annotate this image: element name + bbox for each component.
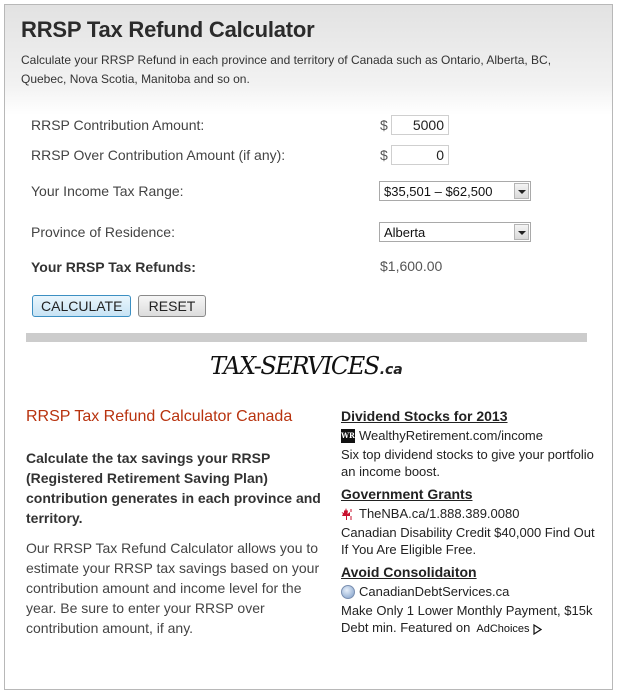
section-divider <box>26 333 587 342</box>
ad-url-text[interactable]: TheNBA.ca/1.888.389.0080 <box>359 506 520 521</box>
over-contribution-label: RRSP Over Contribution Amount (if any): <box>31 147 286 163</box>
adchoices-icon[interactable] <box>533 624 542 635</box>
province-value: Alberta <box>384 225 426 240</box>
maple-leaf-icon <box>341 507 355 521</box>
article-body: Our RRSP Tax Refund Calculator allows you to estimate your RRSP tax savings based on your contribution amount and income level for the year. Be sure to enter your RRSP over contribution amount, if any. <box>26 540 320 636</box>
ad-url[interactable] <box>341 426 596 446</box>
contribution-currency: $ <box>380 117 388 133</box>
ad-title-link[interactable]: Avoid Consolidaiton <box>341 564 477 580</box>
calculate-button[interactable]: CALCULATE <box>32 295 131 317</box>
chevron-down-icon[interactable] <box>514 183 529 199</box>
ad-description: Make Only 1 Lower Monthly Payment, $15k Debt min. Featured on <box>341 603 593 635</box>
page-subtitle: Calculate your RRSP Refund in each province and territory of Canada such as Ontario, Alberta, BC, Quebec, Nova Scotia, Manitoba and so on. <box>21 53 552 86</box>
article-lead: Calculate the tax savings your RRSP (Registered Retirement Saving Plan) contribution generates in each province and territory. <box>26 450 321 526</box>
ad-title-link[interactable]: Dividend Stocks for 2013 <box>341 408 508 424</box>
ad-description: Six top dividend stocks to give your portfolio an income boost. <box>341 447 594 479</box>
ad-description: Canadian Disability Credit $40,000 Find Out If You Are Eligible Free. <box>341 525 595 557</box>
logo-text: TAX-SERVICES <box>210 352 379 380</box>
province-select[interactable] <box>379 222 531 242</box>
over-contribution-input[interactable] <box>391 145 449 165</box>
ad-description-with-adchoices <box>341 602 596 638</box>
ad-item[interactable] <box>341 484 596 558</box>
ad-list <box>341 406 596 642</box>
ad-title-link[interactable]: Government Grants <box>341 486 473 502</box>
page-title: RRSP Tax Refund Calculator <box>21 17 315 42</box>
adchoices-badge[interactable] <box>474 621 543 638</box>
income-range-select[interactable] <box>379 181 531 201</box>
wr-logo-icon: WR <box>341 429 355 443</box>
ad-url-text[interactable]: WealthyRetirement.com/income <box>359 428 543 443</box>
contribution-input[interactable] <box>391 115 449 135</box>
chevron-down-icon[interactable] <box>514 224 529 240</box>
globe-icon <box>341 585 355 599</box>
reset-button[interactable]: RESET <box>138 295 206 317</box>
contribution-label: RRSP Contribution Amount: <box>31 117 205 133</box>
logo-suffix: .ca <box>379 362 403 378</box>
ad-url[interactable] <box>341 504 596 524</box>
income-range-value: $35,501 – $62,500 <box>384 184 493 199</box>
adchoices-label[interactable]: AdChoices <box>476 623 530 635</box>
ad-url[interactable] <box>341 582 596 602</box>
income-range-label: Your Income Tax Range: <box>31 183 184 199</box>
logo-wordmark <box>210 352 403 380</box>
article-title: RRSP Tax Refund Calculator Canada <box>26 408 293 425</box>
refund-label: Your RRSP Tax Refunds: <box>31 259 196 275</box>
ad-url-text[interactable]: CanadianDebtServices.ca <box>359 584 510 599</box>
refund-value: $1,600.00 <box>380 258 443 274</box>
province-label: Province of Residence: <box>31 224 175 240</box>
ad-item[interactable] <box>341 562 596 638</box>
ad-item[interactable] <box>341 406 596 480</box>
over-contribution-currency: $ <box>380 147 388 163</box>
tax-services-logo <box>210 344 410 390</box>
